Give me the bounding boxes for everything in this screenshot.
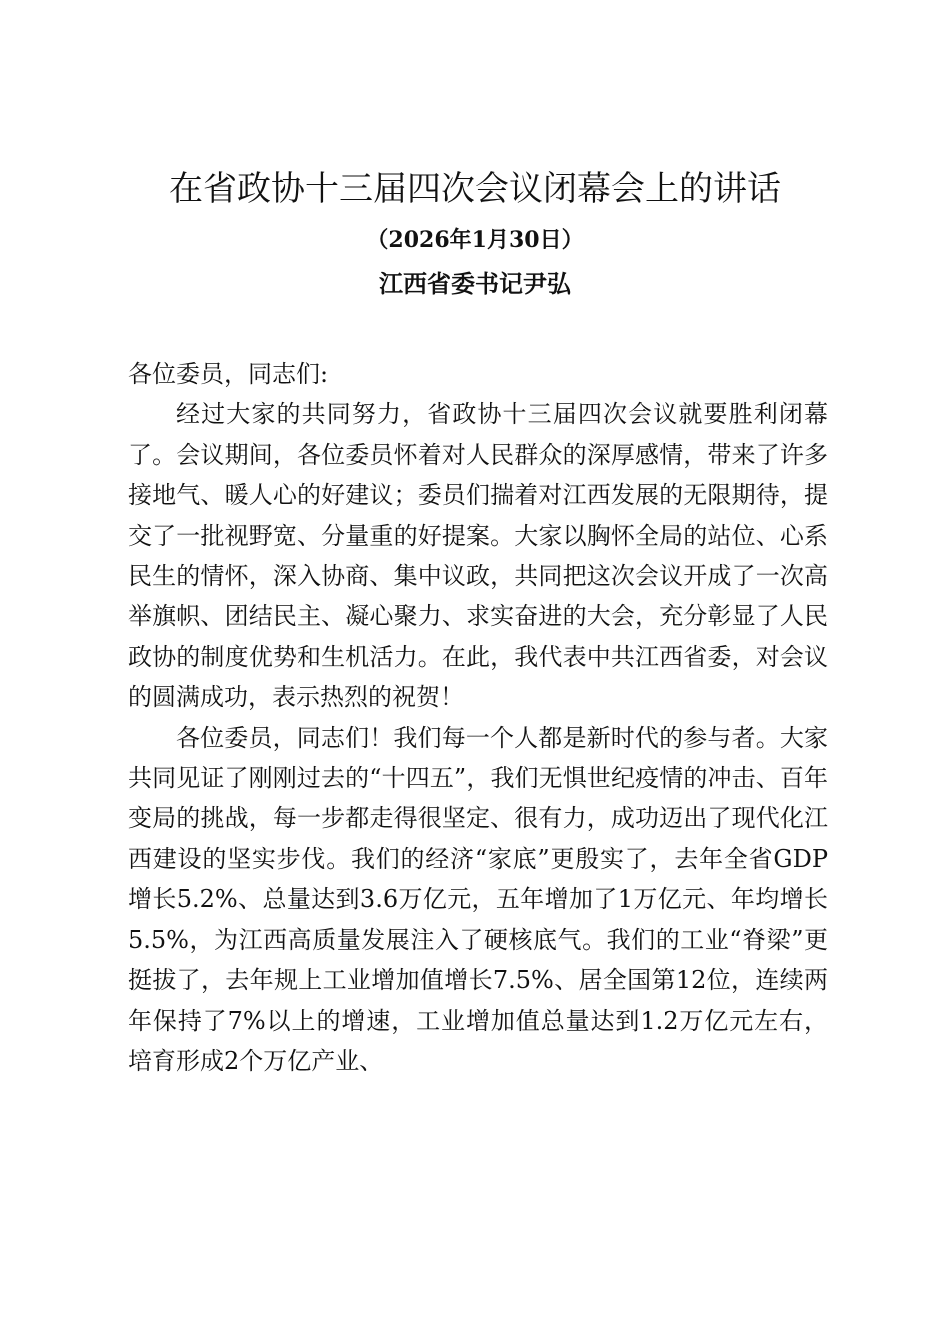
paragraph-1: 经过大家的共同努力，省政协十三届四次会议就要胜利闭幕了。会议期间，各位委员怀着对人民群众的深厚感情，带来了许多接地气、暖人心的好建议；委员们揣着对江西发展的无限期待，提交了一批视野宽、分量重的好提案。大家以胸怀全局的站位、心系民生的情怀，深入协商、集中议政，共同把这次会议开成了一次高举旗帜、团结民主、凝心聚力、求实奋进的大会，充分彰显了人民政协的制度优势和生机活力。在此，我代表中共江西省委，对会议的圆满成功，表示热烈的祝贺！ bbox=[128, 400, 828, 712]
speech-author: 江西省委书记尹弘 bbox=[379, 269, 571, 298]
speech-title: 在省政协十三届四次会议闭幕会上的讲话 bbox=[169, 169, 781, 209]
paragraph-2: 各位委员，同志们！我们每一个人都是新时代的参与者。大家共同见证了刚刚过去的“十四五”，我们无惧世纪疫情的冲击、百年变局的挑战，每一步都走得很坚定、很有力，成功迈出了现代化江西建设的坚实步伐。我们的经济“家底”更殷实了，去年全省GDP增长5.2%、总量达到3.6万亿元，五年增加了1万亿元、年均增长5.5%，为江西高质量发展注入了硬核底气。我们的工业“脊梁”更挺拔了，去年规上工业增加值增长7.5%、居全国第12位，连续两年保持了7%以上的增速，工业增加值总量达到1.2万亿元左右，培育形成2个万亿产业、 bbox=[128, 723, 828, 1075]
speech-date: （2026年1月30日） bbox=[366, 227, 584, 253]
speech-body bbox=[128, 354, 828, 1081]
salutation: 各位委员，同志们: bbox=[128, 360, 329, 388]
